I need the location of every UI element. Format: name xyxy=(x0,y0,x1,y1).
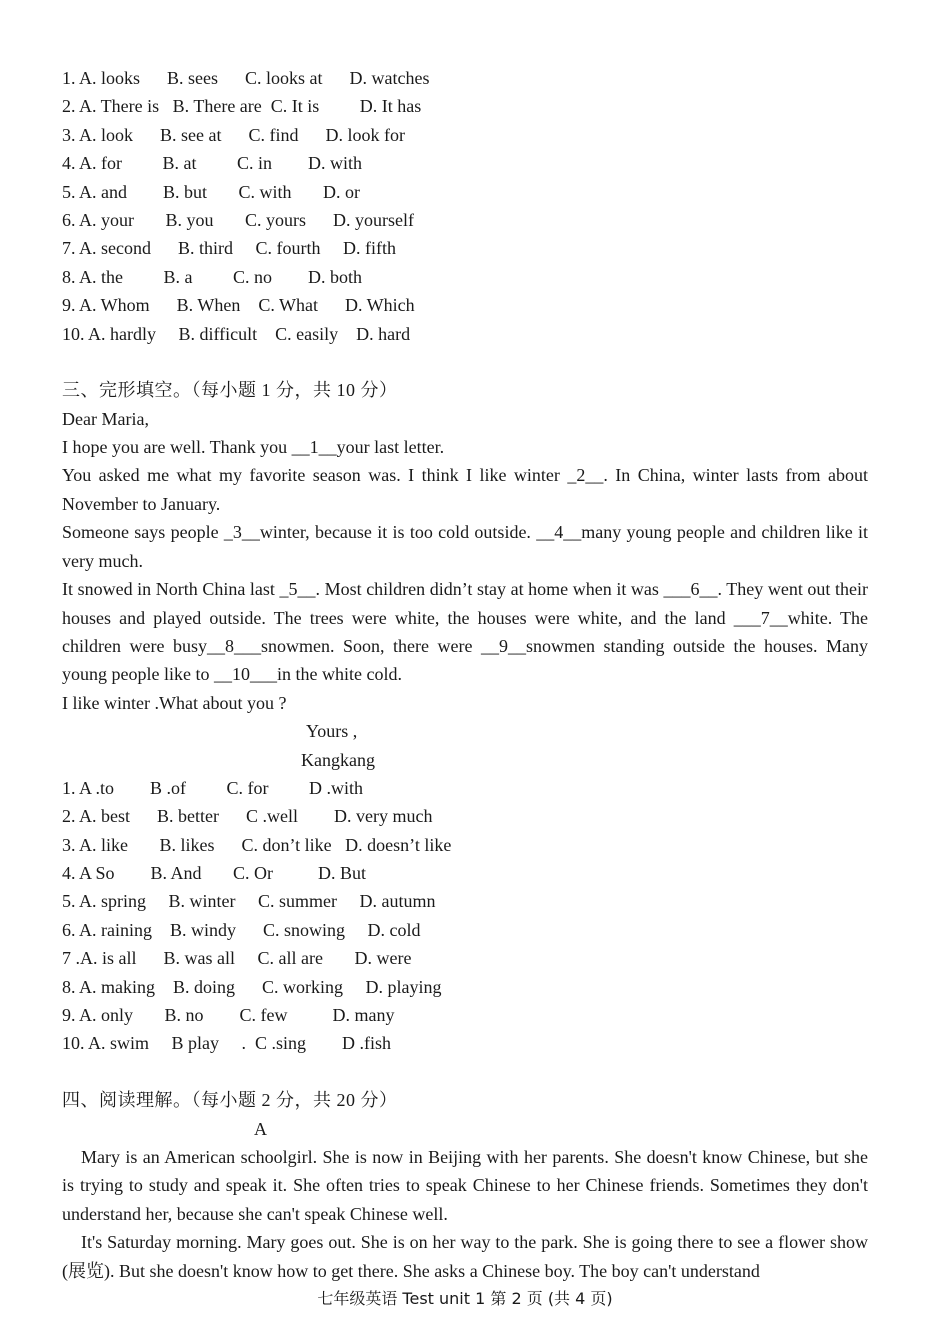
passage-paragraph: Mary is an American schoolgirl. She is now in Beijing with her parents. She doesn't know Chinese, but she is trying to study and speak it. She often tries to speak Chinese to her Chinese friends. Sometimes they don't understand her, because she can't speak Chinese well. xyxy=(62,1147,868,1224)
document-page xyxy=(62,64,868,1285)
letter-paragraph: Someone says people _3__winter, because it is too cold outside. __4__many young people and children like it very much. xyxy=(62,522,868,571)
option-line: 4. A So B. And C. Or D. But xyxy=(62,863,367,884)
option-line: 2. A. best B. better C .well D. very much xyxy=(62,806,433,827)
section-heading: 四、阅读理解。（每小题 2 分，共 20 分） xyxy=(62,1090,398,1111)
option-line: 2. A. There is B. There are C. It is D. It has xyxy=(62,96,422,117)
cloze-section xyxy=(62,376,868,1058)
option-line: 7 .A. is all B. was all C. all are D. were xyxy=(62,948,412,969)
letter-greeting: Dear Maria, xyxy=(62,408,149,429)
option-line: 9. A. only B. no C. few D. many xyxy=(62,1005,395,1026)
option-line: 6. A. raining B. windy C. snowing D. cold xyxy=(62,919,421,940)
option-line: 8. A. the B. a C. no D. both xyxy=(62,266,362,287)
previous-options-list xyxy=(62,64,868,348)
option-line: 7. A. second B. third C. fourth D. fifth xyxy=(62,238,396,259)
option-line: 1. A. looks B. sees C. looks at D. watches xyxy=(62,68,430,88)
option-line: 5. A. spring B. winter C. summer D. autumn xyxy=(62,891,436,912)
option-line: 8. A. making B. doing C. working D. playing xyxy=(62,976,442,997)
passage-paragraph: It's Saturday morning. Mary goes out. She is on her way to the park. She is going there to see a flower show (展览). But she doesn't know how to get there. She asks a Chinese boy. The boy can't understand xyxy=(62,1232,868,1281)
letter-signature: Kangkang xyxy=(301,749,375,770)
option-line: 6. A. your B. you C. yours D. yourself xyxy=(62,209,414,230)
section-heading: 三、完形填空。（每小题 1 分，共 10 分） xyxy=(62,380,398,401)
letter-paragraph: It snowed in North China last _5__. Most children didn’t stay at home when it was ___6__. They went out their houses and played outside. The trees were white, the houses were white, and the land ___7__white. The children were busy__8___snowmen. Soon, there were __9__snowmen standing outside the houses. Many young people like to __10___in the white cold. xyxy=(62,579,868,685)
option-line: 1. A .to B .of C. for D .with xyxy=(62,777,364,798)
letter-closing: Yours , xyxy=(306,721,358,742)
option-line: 9. A. Whom B. When C. What D. Which xyxy=(62,295,415,316)
cloze-options-list xyxy=(62,774,868,1058)
letter-paragraph: I like winter .What about you ? xyxy=(62,692,287,713)
option-line: 10. A. swim B play . C .sing D .fish xyxy=(62,1033,392,1054)
option-line: 3. A. look B. see at C. find D. look for xyxy=(62,124,405,145)
reading-section xyxy=(62,1086,868,1285)
passage-label: A xyxy=(254,1118,267,1139)
option-line: 3. A. like B. likes C. don’t like D. doesn’t like xyxy=(62,834,452,855)
letter-paragraph: You asked me what my favorite season was. I think I like winter _2__. In China, winter lasts from about November to January. xyxy=(62,465,868,514)
letter-paragraph: I hope you are well. Thank you __1__your last letter. xyxy=(62,437,445,458)
page-footer: 七年级英语 Test unit 1 第 2 页 (共 4 页) xyxy=(317,1289,613,1308)
option-line: 4. A. for B. at C. in D. with xyxy=(62,153,362,174)
option-line: 10. A. hardly B. difficult C. easily D. hard xyxy=(62,323,411,344)
option-line: 5. A. and B. but C. with D. or xyxy=(62,181,361,202)
